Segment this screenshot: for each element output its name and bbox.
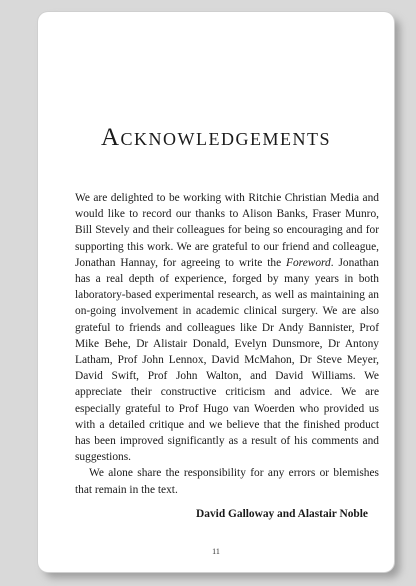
paragraph-1 bbox=[75, 190, 379, 465]
acknowledgements-body bbox=[75, 190, 379, 498]
paragraph-2: We alone share the responsibility for any errors or blemishes that remain in the text. bbox=[75, 467, 379, 496]
page-title: Acknowledgements bbox=[100, 124, 332, 151]
foreword-reference: Foreword bbox=[286, 256, 331, 269]
paragraph-1-text-after: . Jonathan has a real depth of experience, forged by many years in both laboratory-based experimental research, as well as maintaining an on-going involvement in academic clinical surgery. We are also grateful to friends and colleagues like Dr Andy Bannister, Prof Mike Behe, Dr Alistair Donald, Evelyn Dunsmore, Dr Antony Latham, Prof John Lennox, David McMahon, Dr Steve Meyer, David Swift, Prof John Walton, and David Williams. We appreciate their constructive criticism and advice. We are especially grateful to Prof Hugo van Woerden who provided us with a detailed critique and we believe that the finished product has been improved significantly as a result of his comments and suggestions. bbox=[75, 256, 379, 464]
paragraph-1-text-before: We are delighted to be working with Ritchie Christian Media and would like to record our thanks to Alison Banks, Fraser Munro, Bill Stevely and their colleagues for being so encouraging and for supporting this work. We are grateful to our friend and colleague, Jonathan Hannay, for agreeing to write the bbox=[75, 192, 379, 269]
book-page bbox=[38, 12, 394, 572]
page-number: 11 bbox=[212, 547, 220, 556]
authors-signature: David Galloway and Alastair Noble bbox=[196, 508, 368, 520]
